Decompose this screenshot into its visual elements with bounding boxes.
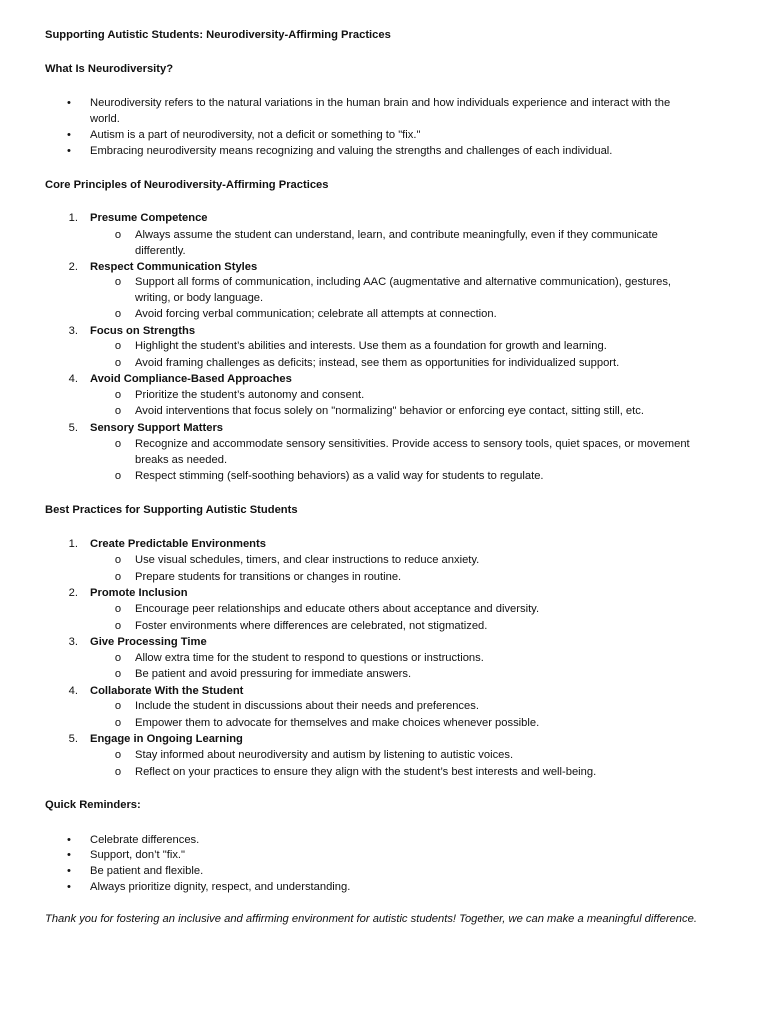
sub-bullet-marker: o — [114, 554, 122, 566]
sub-item-text-cont: differently. — [135, 245, 186, 257]
bullet-marker: • — [67, 129, 71, 141]
sub-bullet-marker: o — [114, 340, 122, 352]
sub-item-text: Highlight the student’s abilities and interests. Use them as a foundation for growth and learning. — [135, 340, 607, 352]
document-title: Supporting Autistic Students: Neurodiversity-Affirming Practices — [45, 29, 391, 41]
section-heading-best-practices: Best Practices for Supporting Autistic Students — [45, 504, 298, 516]
bullet-text: Autism is a part of neurodiversity, not a deficit or something to "fix." — [90, 129, 421, 141]
item-title: Presume Competence — [90, 212, 208, 224]
sub-bullet-marker: o — [114, 470, 122, 482]
sub-bullet-marker: o — [114, 766, 122, 778]
section-heading-what-is: What Is Neurodiversity? — [45, 63, 174, 75]
item-title: Give Processing Time — [90, 636, 207, 648]
sub-item-text: Avoid interventions that focus solely on "normalizing" behavior or enforcing eye contact, sitting still, etc. — [135, 405, 644, 417]
sub-bullet-marker: o — [114, 668, 122, 680]
item-title: Collaborate With the Student — [90, 685, 244, 697]
sub-item-text-cont: breaks as needed. — [135, 454, 228, 466]
sub-item-text: Recognize and accommodate sensory sensitivities. Provide access to sensory tools, quiet spaces, or movement — [135, 438, 690, 450]
bullet-text: Always prioritize dignity, respect, and understanding. — [90, 881, 351, 893]
item-number: 5. — [68, 733, 78, 745]
item-number: 3. — [68, 325, 78, 337]
sub-item-text: Support all forms of communication, including AAC (augmentative and alternative communication), gestures, — [135, 276, 672, 288]
item-number: 4. — [68, 373, 78, 385]
sub-item-text: Avoid framing challenges as deficits; instead, see them as opportunities for individualized support. — [135, 357, 620, 369]
bullet-text: Neurodiversity refers to the natural variations in the human brain and how individuals experience and interact with the — [90, 97, 671, 109]
bullet-marker: • — [67, 865, 71, 877]
sub-bullet-marker: o — [114, 603, 122, 615]
sub-bullet-marker: o — [114, 308, 122, 320]
sub-bullet-marker: o — [114, 571, 122, 583]
bullet-text: Support, don’t "fix." — [90, 849, 186, 861]
item-number: 4. — [68, 685, 78, 697]
sub-item-text: Avoid forcing verbal communication; celebrate all attempts at connection. — [135, 308, 497, 320]
item-number: 2. — [68, 587, 78, 599]
sub-bullet-marker: o — [114, 700, 122, 712]
bullet-text: Be patient and flexible. — [90, 865, 204, 877]
sub-item-text: Reflect on your practices to ensure they align with the student’s best interests and well-being. — [135, 766, 597, 778]
bullet-marker: • — [67, 97, 71, 109]
bullet-text-cont: world. — [90, 113, 120, 125]
item-number: 1. — [68, 538, 78, 550]
sub-bullet-marker: o — [114, 620, 122, 632]
item-title: Avoid Compliance-Based Approaches — [90, 373, 292, 385]
sub-item-text: Allow extra time for the student to respond to questions or instructions. — [135, 652, 484, 664]
item-number: 1. — [68, 212, 78, 224]
sub-bullet-marker: o — [114, 229, 122, 241]
bullet-marker: • — [67, 145, 71, 157]
bullet-marker: • — [67, 834, 71, 846]
item-title: Respect Communication Styles — [90, 261, 258, 273]
sub-bullet-marker: o — [114, 357, 122, 369]
sub-item-text: Foster environments where differences are celebrated, not stigmatized. — [135, 620, 488, 632]
section-heading-quick-reminders: Quick Reminders: — [45, 799, 141, 811]
sub-item-text: Stay informed about neurodiversity and autism by listening to autistic voices. — [135, 749, 514, 761]
sub-item-text: Prepare students for transitions or changes in routine. — [135, 571, 402, 583]
item-title: Promote Inclusion — [90, 587, 188, 599]
closing-statement: Thank you for fostering an inclusive and affirming environment for autistic students! Together, we can make a meaningful difference. — [45, 913, 697, 925]
item-number: 5. — [68, 422, 78, 434]
item-title: Sensory Support Matters — [90, 422, 224, 434]
sub-item-text: Prioritize the student’s autonomy and consent. — [135, 389, 365, 401]
bullet-text: Celebrate differences. — [90, 834, 200, 846]
sub-item-text: Encourage peer relationships and educate others about acceptance and diversity. — [135, 603, 540, 615]
bullet-marker: • — [67, 849, 71, 861]
sub-bullet-marker: o — [114, 438, 122, 450]
item-title: Create Predictable Environments — [90, 538, 266, 550]
sub-bullet-marker: o — [114, 749, 122, 761]
sub-item-text: Always assume the student can understand, learn, and contribute meaningfully, even if they communicate — [135, 229, 658, 241]
sub-item-text: Be patient and avoid pressuring for immediate answers. — [135, 668, 412, 680]
sub-bullet-marker: o — [114, 389, 122, 401]
sub-bullet-marker: o — [114, 652, 122, 664]
section-heading-core-principles: Core Principles of Neurodiversity-Affirming Practices — [45, 179, 329, 191]
bullet-marker: • — [67, 881, 71, 893]
sub-item-text: Empower them to advocate for themselves and make choices whenever possible. — [135, 717, 540, 729]
bullet-text: Embracing neurodiversity means recognizing and valuing the strengths and challenges of each individual. — [90, 145, 613, 157]
sub-bullet-marker: o — [114, 405, 122, 417]
sub-item-text: Use visual schedules, timers, and clear instructions to reduce anxiety. — [135, 554, 480, 566]
item-number: 2. — [68, 261, 78, 273]
sub-bullet-marker: o — [114, 276, 122, 288]
sub-bullet-marker: o — [114, 717, 122, 729]
sub-item-text: Include the student in discussions about their needs and preferences. — [135, 700, 479, 712]
item-title: Focus on Strengths — [90, 325, 196, 337]
item-number: 3. — [68, 636, 78, 648]
sub-item-text: Respect stimming (self-soothing behaviors) as a valid way for students to regulate. — [135, 470, 544, 482]
item-title: Engage in Ongoing Learning — [90, 733, 243, 745]
sub-item-text-cont: writing, or body language. — [135, 292, 264, 304]
